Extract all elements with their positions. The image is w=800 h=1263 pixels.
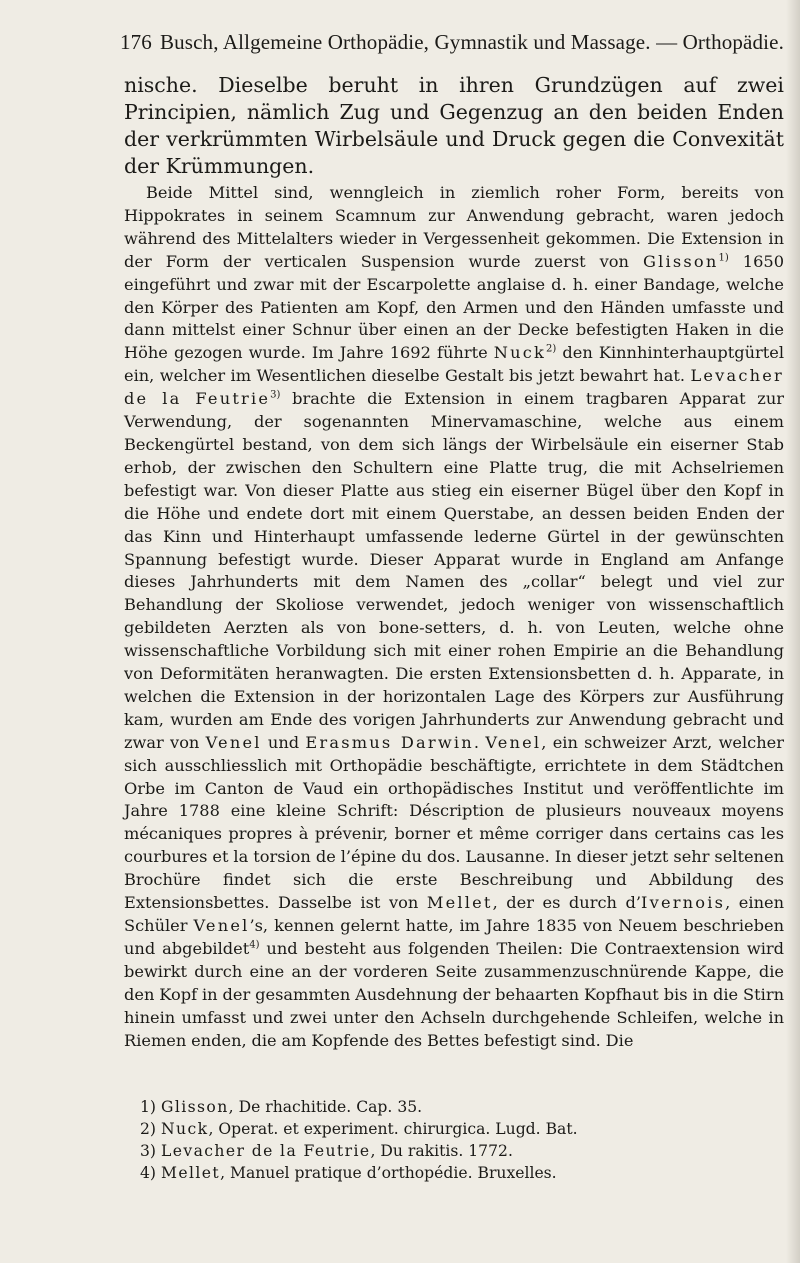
- footnote-number: 3): [140, 1142, 157, 1160]
- text-segment: und: [261, 732, 300, 752]
- author-name: Nuck: [493, 343, 547, 363]
- footnote-author: Nuck: [160, 1120, 209, 1138]
- author-name: Ivernois: [641, 893, 726, 913]
- page-number: 176: [120, 30, 152, 54]
- footnote-ref: 4): [249, 939, 260, 951]
- footnote-number: 1): [140, 1098, 157, 1116]
- footnote-text: , Manuel pratique d’orthopédie. Bruxelles.: [220, 1164, 557, 1182]
- author-name: Mellet: [426, 893, 493, 913]
- footnote: [140, 1162, 780, 1184]
- footnote-author: Glisson: [160, 1098, 229, 1116]
- text-segment: ’s, kennen gelernt hatte, im Jahre 1835 von Neuem beschrieben und abgebildet: [124, 916, 784, 958]
- author-name: Venel: [485, 732, 542, 752]
- text-segment: , einen Schüler: [124, 893, 784, 935]
- footnote: [140, 1118, 780, 1140]
- author-name: Venel: [205, 732, 262, 752]
- footnote-text: , Operat. et experiment. chirurgica. Lugd. Bat.: [208, 1120, 578, 1138]
- footnote-number: 2): [140, 1120, 157, 1138]
- footnote: [140, 1140, 780, 1162]
- author-name: Glisson: [643, 251, 719, 271]
- text-segment: und besteht aus folgenden Theilen: Die Contraextension wird bewirkt durch eine an der vorderen Seite zusammenzuschnürende Kappe, die den Kopf in der gesammten Ausdehnung der behaarten Kopfhaut bis in die Stirn hinein umfasst und zwei unter den Achseln durchgehende Schleifen, welche in Riemen enden, die am Kopfende des Bettes befestigt sind. Die: [124, 938, 784, 1050]
- body-text: [124, 72, 784, 1052]
- text-segment: brachte die Extension in einem tragbaren Apparat zur Verwendung, der sogenannten Minervamaschine, welche aus einem Beckengürtel bestand, von dem sich längs der Wirbelsäule ein eiserner Stab erhob, der zwischen den Schultern eine Platte trug, die mit Achselriemen befestigt war. Von dieser Platte aus stieg ein eiserner Bügel über den Kopf in die Höhe und endete dort mit einem Querstabe, an dessen beiden Enden der das Kinn und Hinterhaupt umfassende lederne Gürtel in der gewünschten Spannung befestigt wurde. Dieser Apparat wurde in England am Anfange dieses Jahrhunderts mit dem Namen des „collar“ belegt und viel zur Behandlung der Skoliose verwendet, jedoch weniger von wissenschaftlich gebildeten Aerzten als von bone-setters, d. h. von Leuten, welche ohne wissenschaftliche Vorbildung sich mit einer rohen Empirie an die Behandlung von Deformitäten heranwagten. Die ersten Extensionsbetten d. h. Apparate, in welchen die Extension in der horizontalen Lage des Körpers zur Ausführung kam, wurden am Ende des vorigen Jahrhunderts zur Anwendung gebracht und zwar von: [124, 389, 784, 752]
- author-name: Venel: [193, 916, 250, 935]
- text-segment: Beide Mittel sind, wenngleich in ziemlich roher Form, bereits von Hippokrates in seinem Scamnum zur Anwendung gebracht, waren jedoch während des Mittelalters wieder in Vergessenheit gekommen. Die Extension in der Form der verticalen Suspension wurde zuerst von: [124, 183, 784, 271]
- running-head-title: Busch, Allgemeine Orthopädie, Gymnastik und Massage. — Orthopädie.: [159, 30, 784, 54]
- footnotes: [140, 1096, 780, 1184]
- footnote-ref: 2): [546, 343, 557, 355]
- footnote-ref: 3): [270, 389, 281, 401]
- text-segment: 1650 eingeführt und zwar mit der Escarpolette anglaise d. h. einer Bandage, welche den Körper des Patienten am Kopf, den Armen und den Händen umfasste und dann mittelst einer Schnur über einen an der Decke befestigten Haken in die Höhe gezogen wurde. Im Jahre 1692 führte: [124, 251, 784, 363]
- author-name: Levacher de la Feutrie: [124, 366, 784, 409]
- text-segment: den Kinnhinterhauptgürtel ein, welcher im Wesentlichen dieselbe Gestalt bis jetzt bewahrt hat.: [124, 343, 784, 386]
- running-head: [120, 30, 784, 55]
- footnote-text: , De rhachitide. Cap. 35.: [228, 1098, 423, 1116]
- footnote-author: Levacher de la Feutrie: [160, 1142, 371, 1160]
- footnote-text: , Du rakitis. 1772.: [370, 1142, 513, 1160]
- footnote-number: 4): [140, 1164, 157, 1182]
- page-edge-shadow: [786, 0, 800, 1263]
- footnote-ref: 1): [718, 252, 729, 264]
- author-name: Erasmus Darwin: [305, 732, 474, 752]
- footnote-author: Mellet: [160, 1164, 221, 1182]
- text-segment: , der es durch d’: [492, 893, 641, 913]
- text-segment: , ein schweizer Arzt, welcher sich ausschliesslich mit Orthopädie beschäftigte, errichtete in dem Städtchen Orbe im Canton de Vaud ein orthopädisches Institut und veröffentlichte im Jahre 1788 eine kleine Schrift: Déscription de plusieurs nouveaux moyens mécaniques propres à prévenir, borner et même corriger dans certains cas les courbures et la torsion de l’épine du dos. Lausanne. In dieser jetzt sehr seltenen Brochüre findet sich die erste Beschreibung und Abbildung des Extensionsbettes. Dasselbe ist von: [124, 732, 784, 913]
- main-paragraph: [124, 182, 784, 1052]
- lead-paragraph: nische. Dieselbe beruht in ihren Grundzügen auf zwei Principien, nämlich Zug und Gegenzug an den beiden Enden der verkrümmten Wirbelsäule und Druck gegen die Convexität der Krümmungen.: [124, 73, 784, 178]
- footnote: [140, 1096, 780, 1118]
- text-segment: .: [473, 732, 480, 752]
